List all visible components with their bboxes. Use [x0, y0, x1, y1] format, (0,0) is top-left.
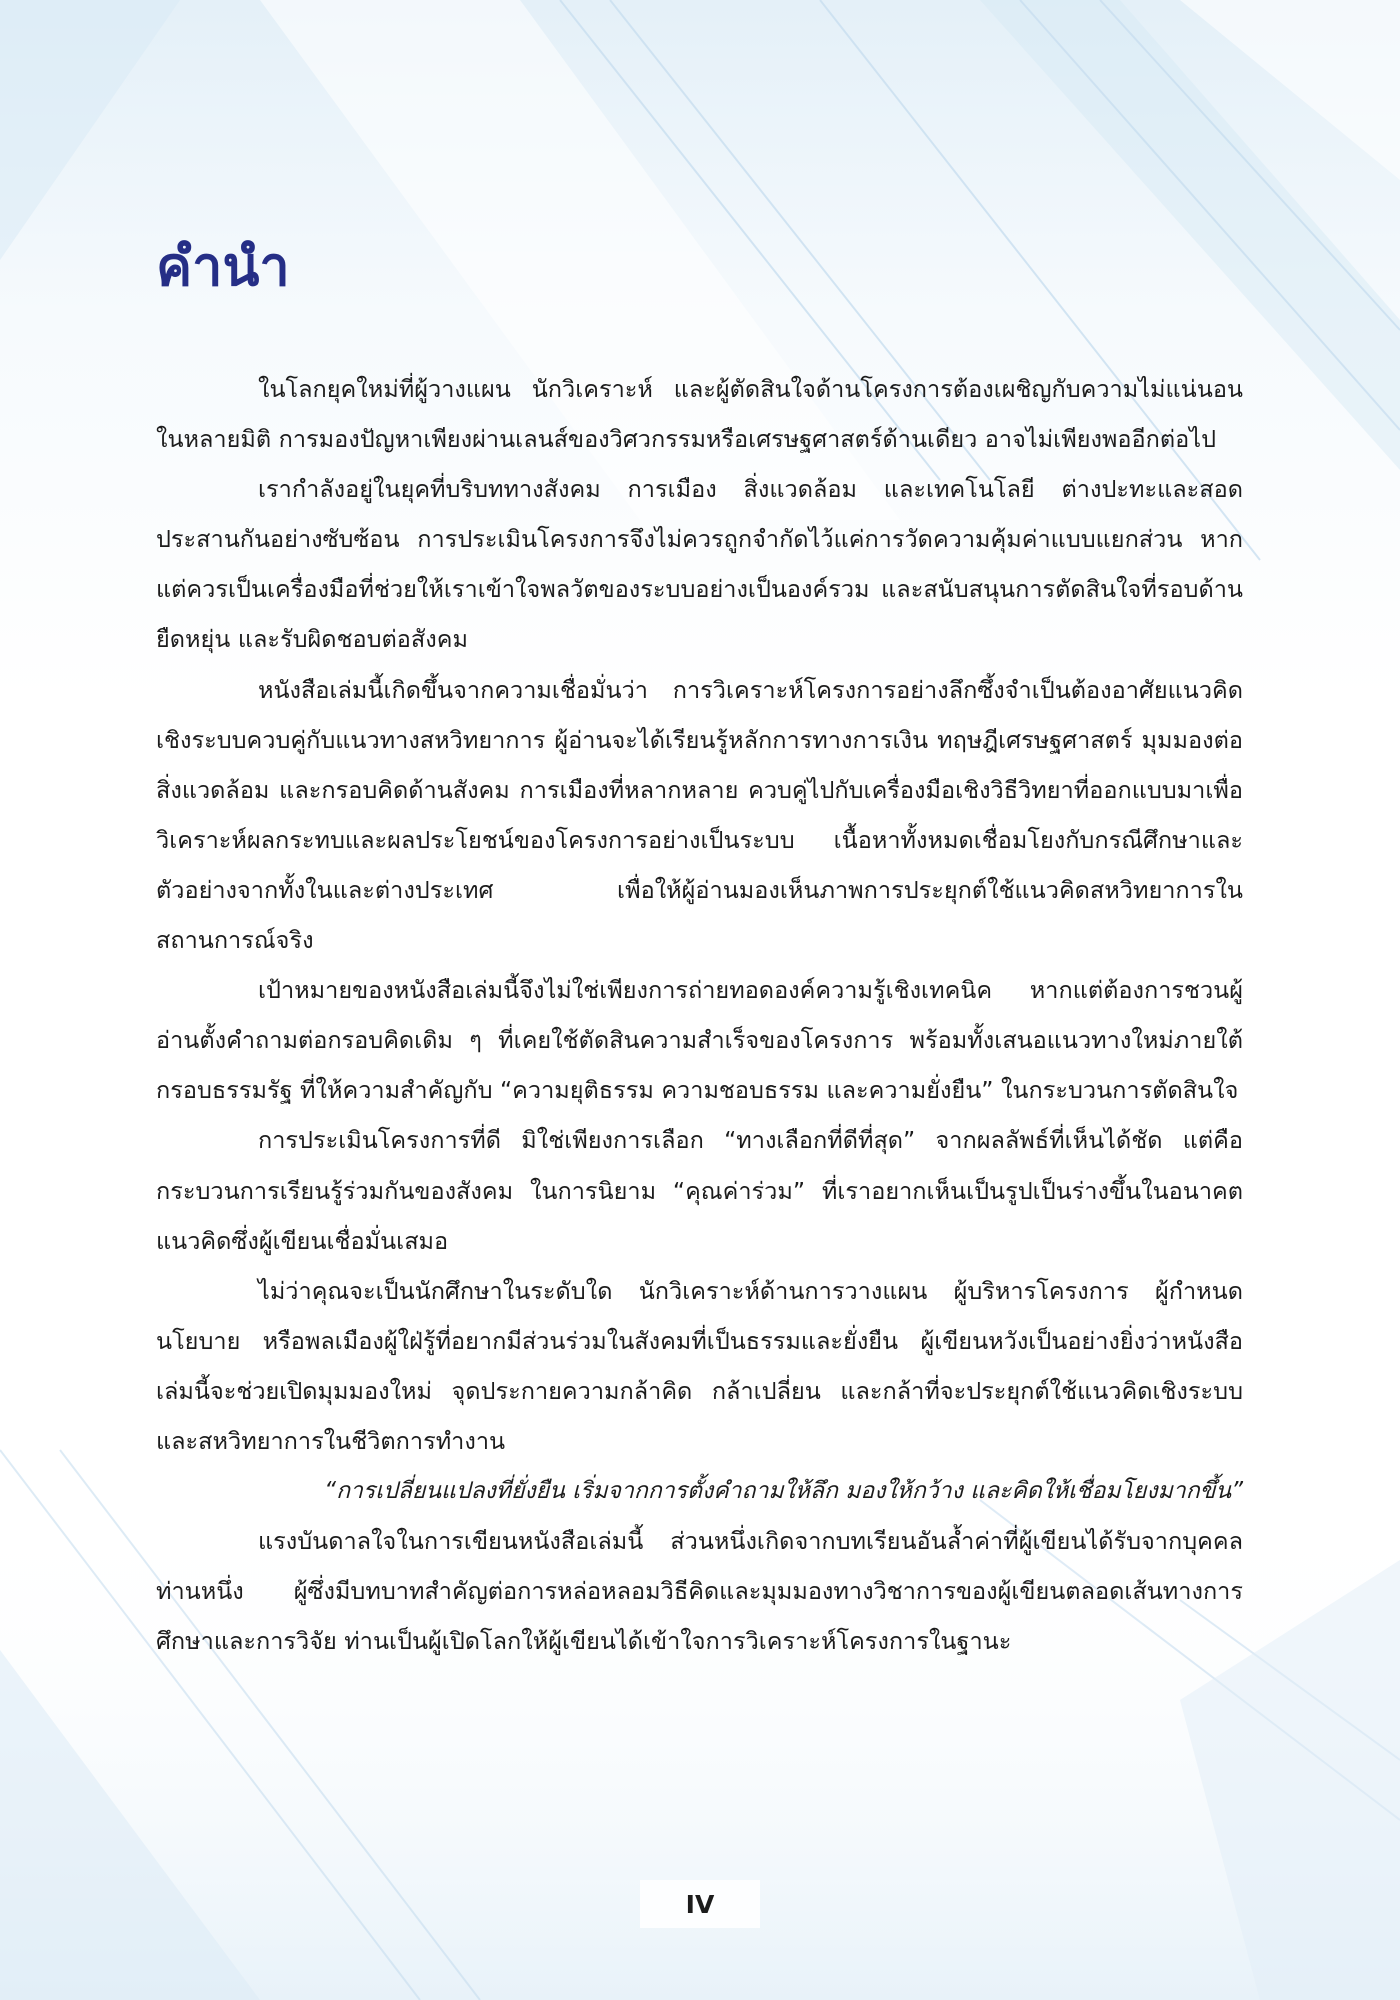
- paragraph: การประเมินโครงการที่ดี มิใช่เพียงการเลือก “ทางเลือกที่ดีที่สุด” จากผลลัพธ์ที่เห็นได้ชัด แต่คือกระบวนการเรียนรู้ร่วมกันของสังคม ในการนิยาม “คุณค่าร่วม” ที่เราอยากเห็นเป็นรูปเป็นร่างขึ้นในอนาคต แนวคิดซึ่งผู้เขียนเชื่อมั่นเสมอ: [156, 1126, 1243, 1255]
- page-title: คำนำ: [156, 235, 290, 298]
- paragraph: เป้าหมายของหนังสือเล่มนี้จึงไม่ใช่เพียงการถ่ายทอดองค์ความรู้เชิงเทคนิค หากแต่ต้องการชวนผู้อ่านตั้งคำถามต่อกรอบคิดเดิม ๆ ที่เคยใช้ตัดสินความสำเร็จของโครงการ พร้อมทั้งเสนอแนวทางใหม่ภายใต้กรอบธรรมรัฐ ที่ให้ความสำคัญกับ “ความยุติธรรม ความชอบธรรม และความยั่งยืน” ในกระบวนการตัดสินใจ: [156, 976, 1243, 1105]
- paragraph: เรากำลังอยู่ในยุคที่บริบททางสังคม การเมือง สิ่งแวดล้อม และเทคโนโลยี ต่างปะทะและสอดประสานกันอย่างซับซ้อน การประเมินโครงการจึงไม่ควรถูกจำกัดไว้แค่การวัดความคุ้มค่าแบบแยกส่วน หากแต่ควรเป็นเครื่องมือที่ช่วยให้เราเข้าใจพลวัตของระบบอย่างเป็นองค์รวม และสนับสนุนการตัดสินใจที่รอบด้าน ยืดหยุ่น และรับผิดชอบต่อสังคม: [156, 475, 1243, 654]
- paragraph: แรงบันดาลใจในการเขียนหนังสือเล่มนี้ ส่วนหนึ่งเกิดจากบทเรียนอันล้ำค่าที่ผู้เขียนได้รับจากบุคคลท่านหนึ่ง ผู้ซึ่งมีบทบาทสำคัญต่อการหล่อหลอมวิธีคิดและมุมมองทางวิชาการของผู้เขียนตลอดเส้นทางการศึกษาและการวิจัย ท่านเป็นผู้เปิดโลกให้ผู้เขียนได้เข้าใจการวิเคราะห์โครงการในฐานะ: [156, 1527, 1243, 1656]
- page-number: IV: [685, 1890, 715, 1919]
- paragraph: หนังสือเล่มนี้เกิดขึ้นจากความเชื่อมั่นว่า การวิเคราะห์โครงการอย่างลึกซึ้งจำเป็นต้องอาศัยแนวคิดเชิงระบบควบคู่กับแนวทางสหวิทยาการ ผู้อ่านจะได้เรียนรู้หลักการทางการเงิน ทฤษฎีเศรษฐศาสตร์ มุมมองต่อสิ่งแวดล้อม และกรอบคิดด้านสังคม การเมืองที่หลากหลาย ควบคู่ไปกับเครื่องมือเชิงวิธีวิทยาที่ออกแบบมาเพื่อวิเคราะห์ผลกระทบและผลประโยชน์ของโครงการอย่างเป็นระบบ เนื้อหาทั้งหมดเชื่อมโยงกับกรณีศึกษาและตัวอย่างจากทั้งในและต่างประเทศ เพื่อให้ผู้อ่านมองเห็นภาพการประยุกต์ใช้แนวคิดสหวิทยาการในสถานการณ์จริง: [156, 675, 1243, 955]
- preface-body: [156, 364, 1243, 1666]
- paragraph: ในโลกยุคใหม่ที่ผู้วางแผน นักวิเคราะห์ และผู้ตัดสินใจด้านโครงการต้องเผชิญกับความไม่แน่นอนในหลายมิติ การมองปัญหาเพียงผ่านเลนส์ของวิศวกรรมหรือเศรษฐศาสตร์ด้านเดียว อาจไม่เพียงพออีกต่อไป: [156, 375, 1243, 454]
- pull-quote: “การเปลี่ยนแปลงที่ยั่งยืน เริ่มจากการตั้งคำถามให้ลึก มองให้กว้าง และคิดให้เชื่อมโยงมากขึ้น”: [324, 1478, 1243, 1505]
- paragraph: ไม่ว่าคุณจะเป็นนักศึกษาในระดับใด นักวิเคราะห์ด้านการวางแผน ผู้บริหารโครงการ ผู้กำหนดนโยบาย หรือพลเมืองผู้ใฝ่รู้ที่อยากมีส่วนร่วมในสังคมที่เป็นธรรมและยั่งยืน ผู้เขียนหวังเป็นอย่างยิ่งว่าหนังสือเล่มนี้จะช่วยเปิดมุมมองใหม่ จุดประกายความกล้าคิด กล้าเปลี่ยน และกล้าที่จะประยุกต์ใช้แนวคิดเชิงระบบและสหวิทยาการในชีวิตการทำงาน: [156, 1276, 1243, 1455]
